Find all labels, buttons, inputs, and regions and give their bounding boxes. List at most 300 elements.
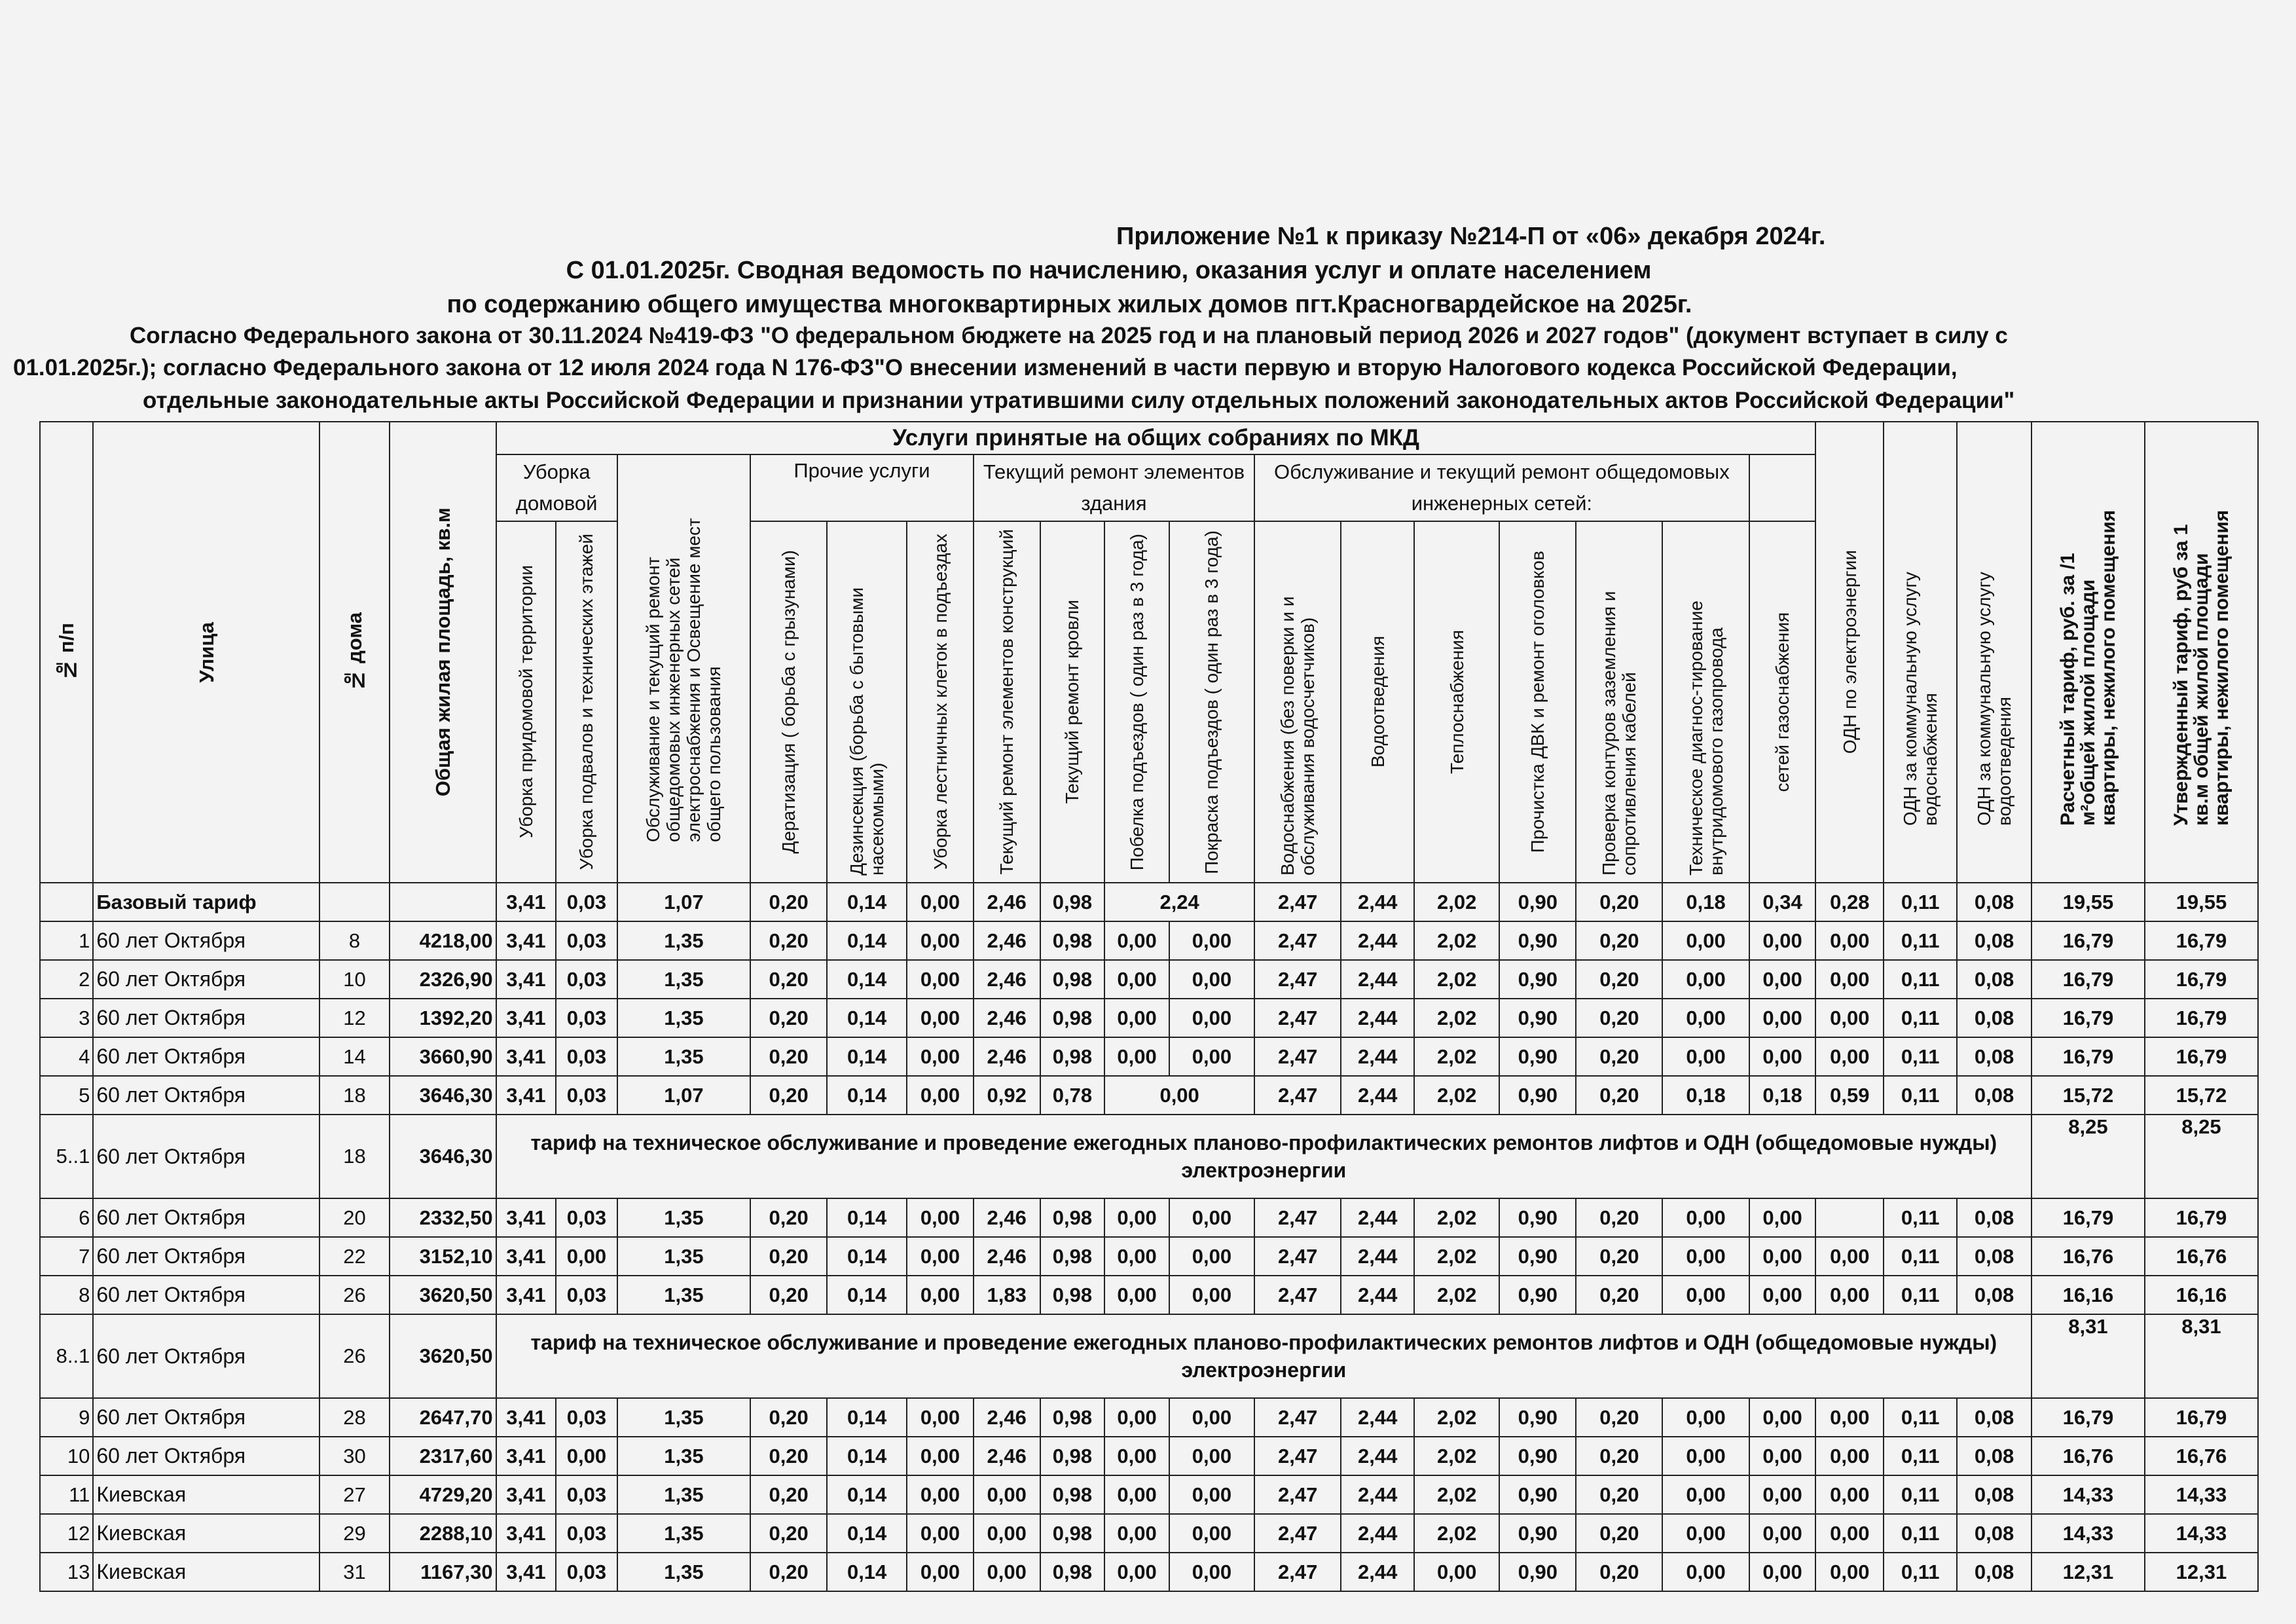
row-number: 2 [40, 960, 93, 999]
row-value: 0,08 [1957, 1437, 2032, 1475]
col-header-grounding: Проверка контуров заземления и сопротивления кабелей [1576, 521, 1662, 883]
cell-empty [390, 883, 496, 921]
table-row [40, 1398, 2258, 1437]
row-value: 0,90 [1499, 1198, 1576, 1237]
row-value: 0,98 [1040, 921, 1105, 960]
row-value: 0,00 [1104, 1398, 1169, 1437]
row-value: 0,00 [1662, 1514, 1749, 1553]
col-header-painting: Покраска подъездов ( один раз в 3 года) [1169, 521, 1254, 883]
lift-tariff-note: тариф на техническое обслуживание и проведение ежегодных планово-профилактических ремонтов лифтов и ОДН (общедомовые нужды) электроэнергии [496, 1115, 2032, 1198]
row-value: 0,00 [1104, 960, 1169, 999]
row-value: 0,08 [1957, 1514, 2032, 1553]
row-value: 0,00 [1749, 999, 1816, 1037]
base-tariff-value: 3,41 [496, 883, 556, 921]
row-number: 1 [40, 921, 93, 960]
row-value: 2,44 [1341, 1398, 1414, 1437]
row-value: 2,02 [1414, 1514, 1499, 1553]
row-value: 16,79 [2145, 1398, 2258, 1437]
row-value: 2,44 [1341, 999, 1414, 1037]
row-value: 2,02 [1414, 960, 1499, 999]
row-number: 12 [40, 1514, 93, 1553]
row-value: 0,03 [556, 1076, 617, 1115]
row-value: 16,76 [2145, 1437, 2258, 1475]
row-street: 60 лет Октября [93, 1276, 319, 1314]
row-value: 0,14 [827, 1276, 907, 1314]
row-value: 0,11 [1884, 960, 1957, 999]
row-value: 3,41 [496, 1514, 556, 1553]
row-value: 0,20 [1576, 1437, 1662, 1475]
row-number: 8..1 [40, 1314, 93, 1398]
row-value: 2,44 [1341, 921, 1414, 960]
row-value: 2,46 [974, 921, 1040, 960]
row-value: 14,33 [2145, 1514, 2258, 1553]
row-number: 8 [40, 1276, 93, 1314]
row-value: 0,08 [1957, 1076, 2032, 1115]
row-value: 0,90 [1499, 1076, 1576, 1115]
row-value: 3,41 [496, 921, 556, 960]
row-value: 0,00 [907, 1037, 974, 1076]
row-value: 2,02 [1414, 1237, 1499, 1276]
base-tariff-value: 0,03 [556, 883, 617, 921]
row-area: 3660,90 [390, 1037, 496, 1076]
row-value: 0,20 [1576, 1198, 1662, 1237]
row-value: 2,46 [974, 1437, 1040, 1475]
col-header-chimney: Прочистка ДВК и ремонт оголовков [1499, 521, 1576, 883]
row-value: 0,20 [1576, 1276, 1662, 1314]
row-value: 2,46 [974, 1237, 1040, 1276]
row-value: 0,14 [827, 1076, 907, 1115]
row-value: 0,00 [1662, 1398, 1749, 1437]
row-value: 0,20 [750, 1437, 827, 1475]
row-number: 10 [40, 1437, 93, 1475]
base-tariff-value: 0,08 [1957, 883, 2032, 921]
row-value: 0,00 [1662, 1237, 1749, 1276]
base-tariff-value: 2,47 [1254, 883, 1341, 921]
col-header-calc-tariff: Расчетный тариф, руб. за /1 м²общей жилой площади квартиры, нежилого помещения [2032, 422, 2145, 883]
cell-empty [319, 883, 390, 921]
row-value: 0,98 [1040, 1475, 1105, 1514]
row-value: 0,11 [1884, 1198, 1957, 1237]
row-value: 14,33 [2032, 1475, 2145, 1514]
table-row [40, 1115, 2258, 1198]
row-value: 0,00 [1662, 1037, 1749, 1076]
row-value: 0,00 [1662, 999, 1749, 1037]
table-row [40, 1076, 2258, 1115]
row-value: 16,16 [2032, 1276, 2145, 1314]
row-street: 60 лет Октября [93, 960, 319, 999]
row-value: 0,14 [827, 1037, 907, 1076]
row-value: 2,46 [974, 1198, 1040, 1237]
row-value: 0,90 [1499, 1514, 1576, 1553]
row-area: 3152,10 [390, 1237, 496, 1276]
row-value: 2,02 [1414, 1398, 1499, 1437]
row-value: 16,79 [2032, 1037, 2145, 1076]
col-header-electric-networks: Обслуживание и текущий ремонт общедомовых инженерных сетей электроснабжения и Освещение мест общего пользования [617, 454, 750, 883]
base-tariff-label: Базовый тариф [93, 883, 319, 921]
row-area: 1392,20 [390, 999, 496, 1037]
row-value: 2,44 [1341, 1553, 1414, 1591]
row-value: 2,02 [1414, 1276, 1499, 1314]
row-value: 3,41 [496, 1237, 556, 1276]
row-value: 0,11 [1884, 1037, 1957, 1076]
row-value: 3,41 [496, 1198, 556, 1237]
row-value: 0,90 [1499, 1475, 1576, 1514]
row-value: 0,00 [1749, 1037, 1816, 1076]
row-number: 9 [40, 1398, 93, 1437]
table-row [40, 1314, 2258, 1398]
row-value: 14,33 [2145, 1475, 2258, 1514]
row-value: 0,00 [556, 1237, 617, 1276]
row-value: 0,11 [1884, 1276, 1957, 1314]
row-value: 0,20 [750, 921, 827, 960]
row-number: 5..1 [40, 1115, 93, 1198]
col-header-whitewash: Побелка подъездов ( один раз в 3 года) [1104, 521, 1169, 883]
row-area: 3646,30 [390, 1076, 496, 1115]
base-tariff-value: 0,00 [907, 883, 974, 921]
row-value: 0,00 [907, 1437, 974, 1475]
row-value: 0,00 [1815, 1514, 1884, 1553]
row-value: 16,79 [2145, 1037, 2258, 1076]
col-header-water-supply: Водоснабжения (без поверки и и обслуживания водосчетчиков) [1254, 521, 1341, 883]
row-house: 26 [319, 1314, 390, 1398]
row-value: 0,00 [907, 1237, 974, 1276]
row-area: 3620,50 [390, 1276, 496, 1314]
row-house: 10 [319, 960, 390, 999]
row-value: 2,02 [1414, 921, 1499, 960]
row-value: 0,00 [1662, 1276, 1749, 1314]
row-area: 2326,90 [390, 960, 496, 999]
row-value: 0,90 [1499, 1553, 1576, 1591]
row-value: 2,46 [974, 999, 1040, 1037]
row-value: 16,16 [2145, 1276, 2258, 1314]
row-value: 0,78 [1040, 1076, 1105, 1115]
row-value: 3,41 [496, 1076, 556, 1115]
row-value: 0,03 [556, 921, 617, 960]
base-tariff-value: 1,07 [617, 883, 750, 921]
row-value: 1,35 [617, 1198, 750, 1237]
row-value: 0,90 [1499, 1237, 1576, 1276]
table-row [40, 921, 2258, 960]
row-value: 0,00 [1815, 1037, 1884, 1076]
row-value: 14,33 [2032, 1514, 2145, 1553]
row-value: 0,03 [556, 1276, 617, 1314]
row-value: 0,00 [1662, 1198, 1749, 1237]
row-value: 0,00 [1749, 921, 1816, 960]
row-value: 0,14 [827, 1553, 907, 1591]
row-value: 0,00 [1104, 1198, 1169, 1237]
row-value: 0,08 [1957, 1237, 2032, 1276]
row-value: 0,98 [1040, 1553, 1105, 1591]
row-value: 2,02 [1414, 1037, 1499, 1076]
row-value: 0,00 [1414, 1553, 1499, 1591]
row-value: 16,79 [2145, 960, 2258, 999]
row-value: 0,03 [556, 1514, 617, 1553]
row-value: 3,41 [496, 1475, 556, 1514]
base-tariff-value: 0,11 [1884, 883, 1957, 921]
row-value: 0,00 [1815, 1553, 1884, 1591]
row-value: 16,76 [2145, 1237, 2258, 1276]
row-value: 0,20 [750, 999, 827, 1037]
row-value: 2,44 [1341, 1237, 1414, 1276]
row-value: 0,00 [1662, 1437, 1749, 1475]
row-value: 0,00 [1104, 1514, 1169, 1553]
row-value: 0,00 [1749, 960, 1816, 999]
row-value: 0,08 [1957, 1037, 2032, 1076]
row-value: 0,00 [907, 960, 974, 999]
row-value: 0,11 [1884, 1514, 1957, 1553]
row-value: 2,47 [1254, 1475, 1341, 1514]
row-value: 0,00 [1749, 1276, 1816, 1314]
row-value: 2,47 [1254, 1398, 1341, 1437]
table-row [40, 999, 2258, 1037]
row-street: 60 лет Октября [93, 921, 319, 960]
row-number: 11 [40, 1475, 93, 1514]
row-area: 2647,70 [390, 1398, 496, 1437]
row-area: 2332,50 [390, 1198, 496, 1237]
row-value: 3,41 [496, 960, 556, 999]
row-value: 0,00 [907, 921, 974, 960]
row-value: 0,90 [1499, 1037, 1576, 1076]
header-law-line-2: 01.01.2025г.); согласно Федерального закона от 12 июля 2024 года N 176-ФЗ"О внесении изменений в части первую и вторую Налогового кодекса Российской Федерации, [13, 355, 1958, 380]
row-value: 1,35 [617, 1475, 750, 1514]
row-value: 0,20 [750, 1276, 827, 1314]
row-value: 0,98 [1040, 1237, 1105, 1276]
row-value: 15,72 [2032, 1076, 2145, 1115]
row-value: 0,90 [1499, 999, 1576, 1037]
row-value: 0,90 [1499, 960, 1576, 999]
row-value: 0,00 [1662, 1475, 1749, 1514]
row-value: 2,44 [1341, 1437, 1414, 1475]
row-value: 0,00 [1104, 1037, 1169, 1076]
row-value: 2,02 [1414, 1475, 1499, 1514]
row-value: 2,46 [974, 1398, 1040, 1437]
row-house: 18 [319, 1076, 390, 1115]
row-value: 0,20 [1576, 1475, 1662, 1514]
row-value: 0,20 [1576, 1398, 1662, 1437]
row-value: 1,83 [974, 1276, 1040, 1314]
table-row [40, 1237, 2258, 1276]
base-tariff-value: 0,98 [1040, 883, 1105, 921]
row-value: 16,79 [2032, 921, 2145, 960]
row-value: 0,20 [1576, 960, 1662, 999]
row-value: 1,35 [617, 960, 750, 999]
row-value: 0,08 [1957, 960, 2032, 999]
row-value: 16,79 [2032, 999, 2145, 1037]
row-value: 0,03 [556, 1553, 617, 1591]
row-value: 0,08 [1957, 1398, 2032, 1437]
row-value: 1,35 [617, 999, 750, 1037]
row-value: 2,47 [1254, 1437, 1341, 1475]
row-number: 5 [40, 1076, 93, 1115]
row-value: 3,41 [496, 1398, 556, 1437]
row-approved-tariff: 8,25 [2145, 1115, 2258, 1198]
row-number: 3 [40, 999, 93, 1037]
row-value: 0,03 [556, 1037, 617, 1076]
row-value: 2,44 [1341, 1475, 1414, 1514]
row-value: 2,02 [1414, 1437, 1499, 1475]
col-header-structure-repair: Текущий ремонт элементов конструкций [974, 521, 1040, 883]
row-value [1815, 1198, 1884, 1237]
base-tariff-value: 2,44 [1341, 883, 1414, 921]
base-tariff-value: 2,02 [1414, 883, 1499, 921]
row-value: 0,14 [827, 1198, 907, 1237]
row-value: 2,47 [1254, 1076, 1341, 1115]
row-house: 20 [319, 1198, 390, 1237]
header-subtitle: по содержанию общего имущества многоквартирных жилых домов пгт.Красногвардейское на 2025г. [446, 291, 1692, 318]
row-value: 0,08 [1957, 1553, 2032, 1591]
col-header-house: № дома [319, 422, 390, 883]
row-house: 26 [319, 1276, 390, 1314]
group-header-other: Прочие услуги [750, 454, 974, 521]
row-street: 60 лет Октября [93, 1037, 319, 1076]
row-house: 18 [319, 1115, 390, 1198]
row-street: Киевская [93, 1553, 319, 1591]
row-value: 16,79 [2032, 1198, 2145, 1237]
row-value: 1,07 [617, 1076, 750, 1115]
row-value: 2,47 [1254, 1237, 1341, 1276]
group-header-cleaning: Уборка домовой [496, 454, 617, 521]
base-tariff-value: 19,55 [2145, 883, 2258, 921]
row-value: 0,00 [907, 1398, 974, 1437]
table-body [40, 883, 2258, 1591]
row-value: 0,00 [1104, 1276, 1169, 1314]
row-area: 2288,10 [390, 1514, 496, 1553]
row-value: 0,00 [907, 1198, 974, 1237]
row-value: 0,11 [1884, 1076, 1957, 1115]
table-row [40, 1198, 2258, 1237]
row-area: 3646,30 [390, 1115, 496, 1198]
row-value: 2,47 [1254, 921, 1341, 960]
row-value: 0,00 [907, 1514, 974, 1553]
row-value: 2,46 [974, 960, 1040, 999]
row-value: 1,35 [617, 1037, 750, 1076]
row-value: 0,00 [1104, 1475, 1169, 1514]
row-value: 0,20 [1576, 1237, 1662, 1276]
col-header-odn-power: ОДН по электроэнергии [1815, 422, 1884, 883]
row-value: 0,14 [827, 1475, 907, 1514]
col-header-gas-networks: сетей газоснабжения [1749, 521, 1816, 883]
row-value: 0,00 [1104, 999, 1169, 1037]
row-value: 0,20 [750, 1514, 827, 1553]
row-value: 3,41 [496, 1437, 556, 1475]
row-value: 2,47 [1254, 1553, 1341, 1591]
row-value: 16,79 [2032, 960, 2145, 999]
table-row [40, 1037, 2258, 1076]
row-value: 0,98 [1040, 1437, 1105, 1475]
table-row [40, 1437, 2258, 1475]
col-header-gas-empty [1749, 454, 1816, 521]
row-value: 0,00 [1815, 1398, 1884, 1437]
row-value: 0,00 [1815, 1237, 1884, 1276]
row-street: 60 лет Октября [93, 999, 319, 1037]
col-header-deratization: Дератизация ( борьба с грызунами) [750, 521, 827, 883]
row-area: 4218,00 [390, 921, 496, 960]
row-value: 0,00 [907, 1475, 974, 1514]
base-tariff-value: 0,28 [1815, 883, 1884, 921]
row-value: 0,14 [827, 1437, 907, 1475]
row-value: 2,47 [1254, 1198, 1341, 1237]
row-approved-tariff: 8,31 [2145, 1314, 2258, 1398]
row-value: 0,00 [1104, 921, 1169, 960]
row-street: Киевская [93, 1475, 319, 1514]
row-value: 0,00 [974, 1553, 1040, 1591]
row-area: 4729,20 [390, 1475, 496, 1514]
row-value: 0,00 [1815, 999, 1884, 1037]
row-value: 0,00 [1749, 1475, 1816, 1514]
row-value: 0,20 [750, 1076, 827, 1115]
row-value: 0,18 [1749, 1076, 1816, 1115]
row-value: 2,44 [1341, 1276, 1414, 1314]
row-value: 0,00 [1169, 960, 1254, 999]
base-tariff-value: 0,20 [1576, 883, 1662, 921]
col-header-heating: Теплоснабжения [1414, 521, 1499, 883]
base-tariff-value: 0,34 [1749, 883, 1816, 921]
row-value: 3,41 [496, 1553, 556, 1591]
row-value: 0,20 [1576, 1037, 1662, 1076]
row-number: 7 [40, 1237, 93, 1276]
col-header-odn-water: ОДН за коммунальную услугу водоснабжения [1884, 422, 1957, 883]
header-law-line-1: Согласно Федерального закона от 30.11.2024 №419-ФЗ "О федеральном бюджете на 2025 год и на плановый период 2026 и 2027 годов" (документ вступает в силу с [130, 323, 2008, 348]
row-value: 0,00 [1104, 1437, 1169, 1475]
row-value: 0,00 [1104, 1553, 1169, 1591]
row-value: 1,35 [617, 1553, 750, 1591]
row-value: 0,98 [1040, 1037, 1105, 1076]
row-value: 0,20 [750, 1198, 827, 1237]
col-header-disinsection: Дезинсекция (борьба с бытовыми насекомыми) [827, 521, 907, 883]
row-value: 0,20 [1576, 999, 1662, 1037]
row-value: 0,03 [556, 960, 617, 999]
col-header-area: Общая жилая площадь, кв.м [390, 422, 496, 883]
col-header-approved-tariff: Утвержденный тариф, руб за 1 кв.м общей жилой площади квартиры, нежилого помещения [2145, 422, 2258, 883]
row-value: 0,20 [750, 1398, 827, 1437]
lift-tariff-note: тариф на техническое обслуживание и проведение ежегодных планово-профилактических ремонтов лифтов и ОДН (общедомовые нужды) электроэнергии [496, 1314, 2032, 1398]
row-value: 0,20 [1576, 921, 1662, 960]
row-value: 0,00 [1815, 1475, 1884, 1514]
row-value: 2,44 [1341, 1514, 1414, 1553]
row-value: 2,02 [1414, 1198, 1499, 1237]
row-value: 0,11 [1884, 1475, 1957, 1514]
cell-empty [40, 883, 93, 921]
row-value: 0,00 [1169, 1437, 1254, 1475]
row-value: 1,35 [617, 921, 750, 960]
header-title: С 01.01.2025г. Сводная ведомость по начислению, оказания услуг и оплате населением [566, 257, 1652, 284]
table-row [40, 1475, 2258, 1514]
group-header-repair: Текущий ремонт элементов здания [974, 454, 1254, 521]
row-number: 6 [40, 1198, 93, 1237]
row-value: 0,08 [1957, 1198, 2032, 1237]
base-tariff-value: 0,20 [750, 883, 827, 921]
row-value: 3,41 [496, 999, 556, 1037]
row-value: 0,11 [1884, 1398, 1957, 1437]
row-number: 13 [40, 1553, 93, 1591]
header-appendix: Приложение №1 к приказу №214-П от «06» декабря 2024г. [1116, 223, 1826, 250]
row-value: 0,59 [1815, 1076, 1884, 1115]
row-value: 0,90 [1499, 1437, 1576, 1475]
group-header-services: Услуги принятые на общих собраниях по МКД [496, 422, 1816, 454]
row-street: 60 лет Октября [93, 1437, 319, 1475]
row-area: 3620,50 [390, 1314, 496, 1398]
row-value: 0,00 [974, 1514, 1040, 1553]
row-value: 0,00 [1749, 1398, 1816, 1437]
row-value: 0,18 [1662, 1076, 1749, 1115]
row-value: 2,47 [1254, 999, 1341, 1037]
row-value: 0,00 [1815, 960, 1884, 999]
row-value: 3,41 [496, 1037, 556, 1076]
row-value: 0,00 [1815, 1276, 1884, 1314]
tariff-table [39, 421, 2259, 1592]
row-value: 0,03 [556, 1398, 617, 1437]
base-tariff-value: 0,14 [827, 883, 907, 921]
